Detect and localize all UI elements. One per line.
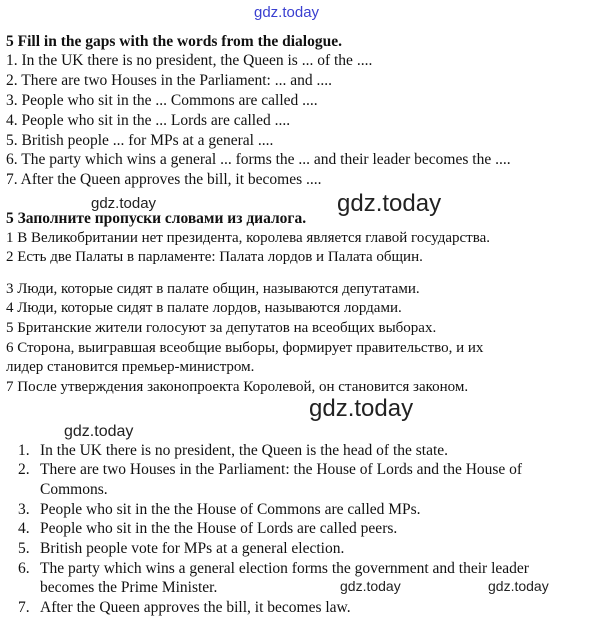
task-ru-item-5: 5 Британские жители голосуют за депутатов на всеобщих выборах.	[6, 320, 437, 336]
answer-num-4: 4.	[18, 520, 30, 537]
watermark-answers-left: gdz.today	[64, 423, 134, 440]
answer-line-2b: Commons.	[40, 481, 108, 498]
task-en-item-3: 3. People who sit in the ... Commons are called ....	[6, 92, 318, 109]
task-en-item-5: 5. British people ... for MPs at a general ....	[6, 132, 274, 149]
task-en-item-7: 7. After the Queen approves the bill, it becomes ....	[6, 171, 322, 188]
answer-num-3: 3.	[18, 501, 30, 518]
answer-line-5: British people vote for MPs at a general election.	[40, 540, 345, 557]
answer-line-1: In the UK there is no president, the Queen is the head of the state.	[40, 442, 449, 459]
answer-line-3: People who sit in the the House of Commons are called MPs.	[40, 501, 421, 518]
answer-line-6a: The party which wins a general election forms the government and their leader	[40, 560, 529, 577]
answer-num-1: 1.	[18, 442, 30, 459]
task-en-item-1: 1. In the UK there is no president, the Queen is ... of the ....	[6, 52, 373, 69]
task-en-item-2: 2. There are two Houses in the Parliament: ... and ....	[6, 72, 332, 89]
answer-line-4: People who sit in the the House of Lords are called peers.	[40, 520, 398, 537]
task-ru-item-1: 1 В Великобритании нет президента, королева является главой государства.	[6, 230, 491, 246]
watermark-mid-right: gdz.today	[337, 190, 442, 217]
task-en-item-6: 6. The party which wins a general ... forms the ... and their leader becomes the ....	[6, 151, 511, 168]
watermark-bottom-right: gdz.today	[488, 578, 549, 594]
answer-line-2a: There are two Houses in the Parliament: the House of Lords and the House of	[40, 461, 523, 478]
watermark-center: gdz.today	[309, 395, 414, 422]
task-en-heading: 5 Fill in the gaps with the words from the dialogue.	[6, 33, 342, 50]
answer-num-2: 2.	[18, 461, 30, 478]
task-ru-item-6-cont: лидер становится премьер-министром.	[6, 359, 255, 375]
answer-num-6: 6.	[18, 560, 30, 577]
task-ru-item-6: 6 Сторона, выигравшая всеобщие выборы, формирует правительство, и их	[6, 340, 484, 356]
task-ru-heading: 5 Заполните пропуски словами из диалога.	[6, 210, 307, 227]
watermark-mid-left: gdz.today	[91, 195, 157, 212]
task-en-item-4: 4. People who sit in the ... Lords are called ....	[6, 112, 291, 129]
answer-num-7: 7.	[18, 599, 30, 616]
watermark-top: gdz.today	[254, 4, 320, 21]
watermark-bottom-mid: gdz.today	[340, 578, 401, 594]
task-ru-item-2: 2 Есть две Палаты в парламенте: Палата лордов и Палата общин.	[6, 249, 423, 265]
task-ru-item-4: 4 Люди, которые сидят в палате лордов, называются лордами.	[6, 300, 402, 316]
answer-line-6b: becomes the Prime Minister.	[40, 579, 218, 596]
task-ru-item-3: 3 Люди, которые сидят в палате общин, называются депутатами.	[6, 281, 420, 297]
task-ru-item-7: 7 После утверждения законопроекта Королевой, он становится законом.	[6, 379, 469, 395]
answer-num-5: 5.	[18, 540, 30, 557]
answer-line-7: After the Queen approves the bill, it becomes law.	[40, 599, 351, 616]
